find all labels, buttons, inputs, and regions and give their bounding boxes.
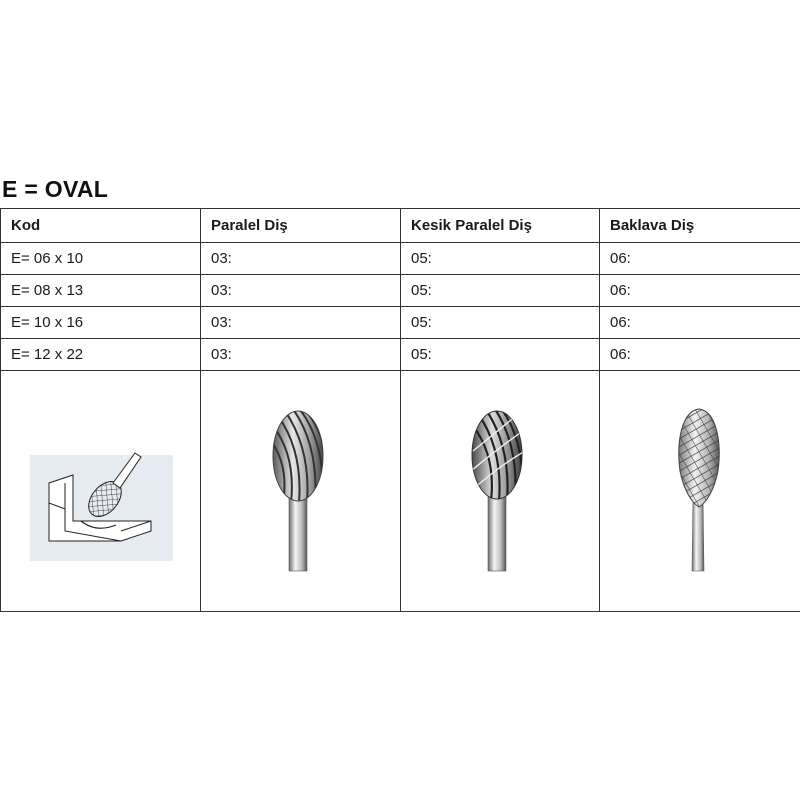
cell-kesik: 05: xyxy=(401,339,600,371)
kesik-image-cell xyxy=(401,371,600,612)
table-header-row xyxy=(1,209,800,243)
oval-burr-chip-breaker-cut xyxy=(401,371,600,611)
cell-baklava: 06: xyxy=(600,243,800,275)
cell-paralel: 03: xyxy=(201,243,401,275)
oval-burr-diamond-cut xyxy=(600,371,800,611)
image-row xyxy=(1,371,800,612)
oval-burr-usage-illustration xyxy=(1,371,201,611)
table-row xyxy=(1,307,800,339)
oval-burr-parallel-cut xyxy=(201,371,401,611)
cell-kod: E= 10 x 16 xyxy=(1,307,201,339)
header-kod: Kod xyxy=(1,209,201,243)
cell-paralel: 03: xyxy=(201,307,401,339)
usage-illustration-cell xyxy=(1,371,201,612)
cell-paralel: 03: xyxy=(201,275,401,307)
header-paralel: Paralel Diş xyxy=(201,209,401,243)
cell-kesik: 05: xyxy=(401,307,600,339)
cell-kod: E= 06 x 10 xyxy=(1,243,201,275)
table-row xyxy=(1,275,800,307)
cell-kesik: 05: xyxy=(401,275,600,307)
cell-paralel: 03: xyxy=(201,339,401,371)
cell-kod: E= 12 x 22 xyxy=(1,339,201,371)
cell-kesik: 05: xyxy=(401,243,600,275)
spec-table xyxy=(0,208,800,612)
table-row xyxy=(1,243,800,275)
paralel-image-cell xyxy=(201,371,401,612)
cell-kod: E= 08 x 13 xyxy=(1,275,201,307)
cell-baklava: 06: xyxy=(600,307,800,339)
header-kesik: Kesik Paralel Diş xyxy=(401,209,600,243)
page-title: E = OVAL xyxy=(2,176,109,202)
cell-baklava: 06: xyxy=(600,339,800,371)
baklava-image-cell xyxy=(600,371,800,612)
header-baklava: Baklava Diş xyxy=(600,209,800,243)
table-row xyxy=(1,339,800,371)
cell-baklava: 06: xyxy=(600,275,800,307)
